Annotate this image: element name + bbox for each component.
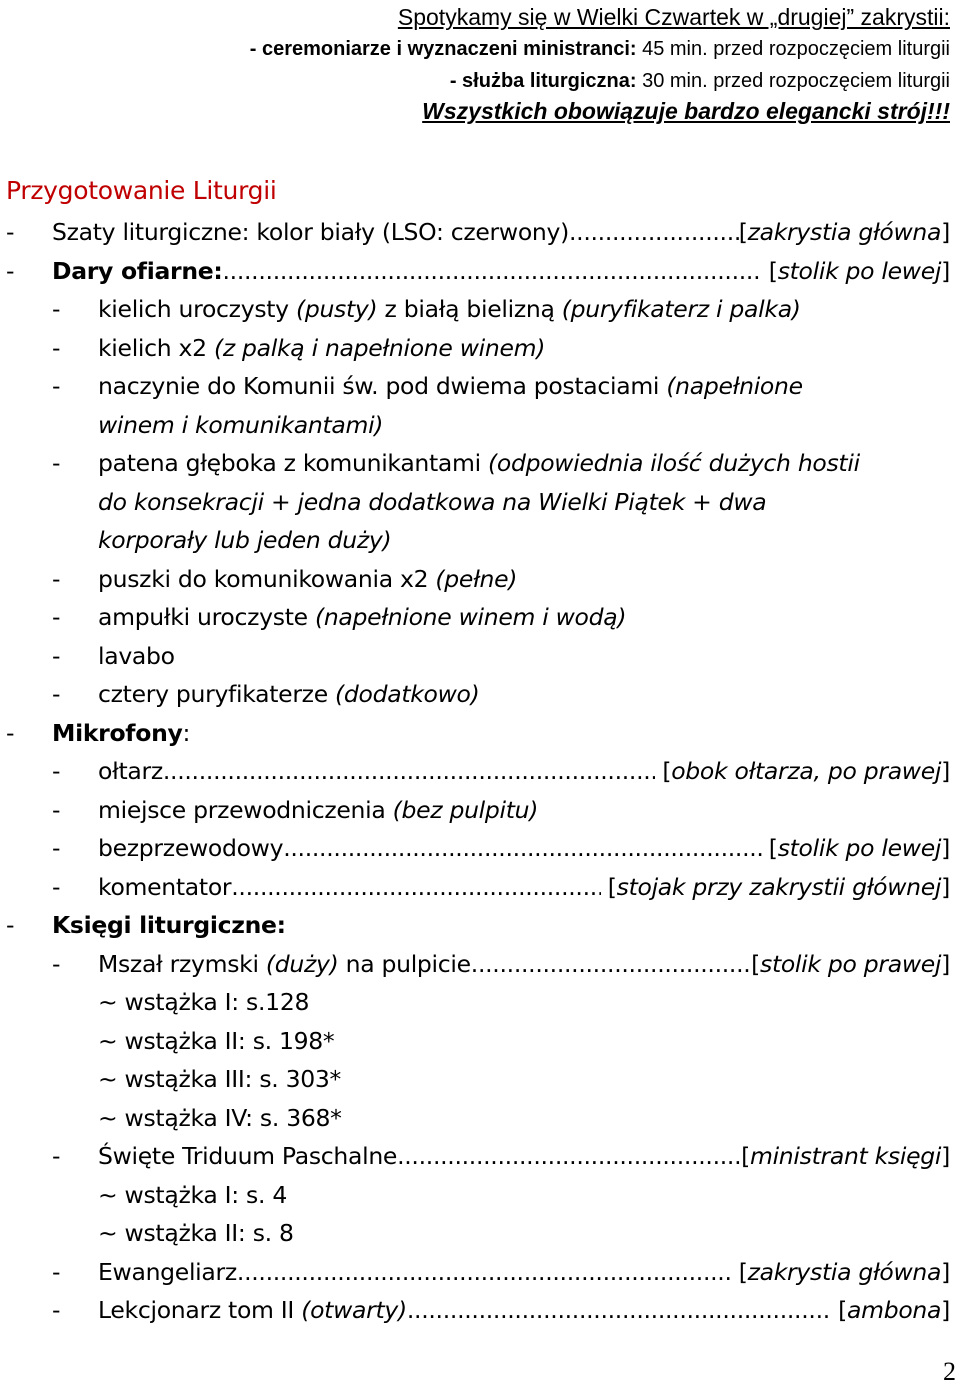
dary-lavabo: - lavabo xyxy=(52,641,175,670)
item-szaty: - Szaty liturgiczne: kolor biały (LSO: czerwony) ..... [zakrystia główna] xyxy=(6,213,950,252)
mikrofon-bezprzewodowy: - bezprzewodowy ..... [stolik po lewej] xyxy=(6,829,950,868)
dary-patena-cont2: korporały lub jeden duży) xyxy=(98,526,392,554)
mszal-ribbon: ~ wstążka III: s. 303* xyxy=(98,1065,342,1093)
mikrofon-miejsce: - miejsce przewodniczenia (bez pulpitu) xyxy=(52,795,539,824)
mikrofon-komentator: - komentator ..... [stojak przy zakrystii głównej] xyxy=(6,868,950,907)
dress-code-notice: Wszystkich obowiązuje bardzo elegancki strój!!! xyxy=(422,98,950,124)
mszal-ribbon: ~ wstążka IV: s. 368* xyxy=(98,1103,342,1132)
mikrofon-oltarz: - ołtarz ..... [obok ołtarza, po prawej] xyxy=(6,752,950,791)
checklist xyxy=(6,175,950,1330)
triduum-ribbon: ~ wstążka II: s. 8 xyxy=(98,1219,294,1247)
mszal-ribbon: ~ wstążka II: s. 198* xyxy=(98,1026,335,1055)
dary-naczynie: - naczynie do Komunii św. pod dwiema postaciami (napełnione xyxy=(52,372,803,400)
meeting-line-sluzba: - służba liturgiczna: 30 min. przed rozpoczęciem liturgii xyxy=(449,70,950,92)
page-number: 2 xyxy=(943,1357,956,1386)
mszal-ribbon: ~ wstążka I: s.128 xyxy=(98,988,310,1016)
dary-puszki: - puszki do komunikowania x2 (pełne) xyxy=(52,564,518,593)
dary-patena-cont1: do konsekracji + jedna dodatkowa na Wielki Piątek + dwa xyxy=(98,487,767,516)
dary-ampulki: - ampułki uroczyste (napełnione winem i wodą) xyxy=(52,603,627,631)
meeting-line-ceremoniarze: - ceremoniarze i wyznaczeni ministranci: 45 min. przed rozpoczęciem liturgii xyxy=(249,38,950,60)
ksiega-ewangeliarz: - Ewangeliarz ..... [zakrystia główna] xyxy=(6,1253,950,1292)
triduum-ribbon: ~ wstążka I: s. 4 xyxy=(98,1180,287,1209)
item-mikrofony: - Mikrofony: xyxy=(6,718,191,747)
dary-naczynie-cont: winem i komunikantami) xyxy=(98,410,384,439)
header xyxy=(250,2,950,126)
ksiega-lekcjonarz: - Lekcjonarz tom II (otwarty) ..... [ambona] xyxy=(6,1291,950,1330)
dary-puryfikaterze: - cztery puryfikaterze (dodatkowo) xyxy=(52,680,480,708)
item-ksiegi: - Księgi liturgiczne: xyxy=(6,911,286,939)
dary-patena: - patena głęboka z komunikantami (odpowiednia ilość dużych hostii xyxy=(52,449,860,477)
dary-kielich-uroczysty: - kielich uroczysty (pusty) z białą bielizną (puryfikaterz i palka) xyxy=(52,295,801,323)
dary-kielich-x2: - kielich x2 (z palką i napełnione winem) xyxy=(52,333,546,362)
meeting-title: Spotykamy się w Wielki Czwartek w „drugiej” zakrystii: xyxy=(397,4,950,30)
item-dary: - Dary ofiarne: ..... [stolik po lewej] xyxy=(6,252,950,291)
ksiega-triduum: - Święte Triduum Paschalne ..... [ministrant księgi] xyxy=(6,1137,950,1176)
section-title: Przygotowanie Liturgii xyxy=(6,176,277,205)
ksiega-mszal: - Mszał rzymski (duży) na pulpicie ..... [stolik po prawej] xyxy=(6,945,950,984)
